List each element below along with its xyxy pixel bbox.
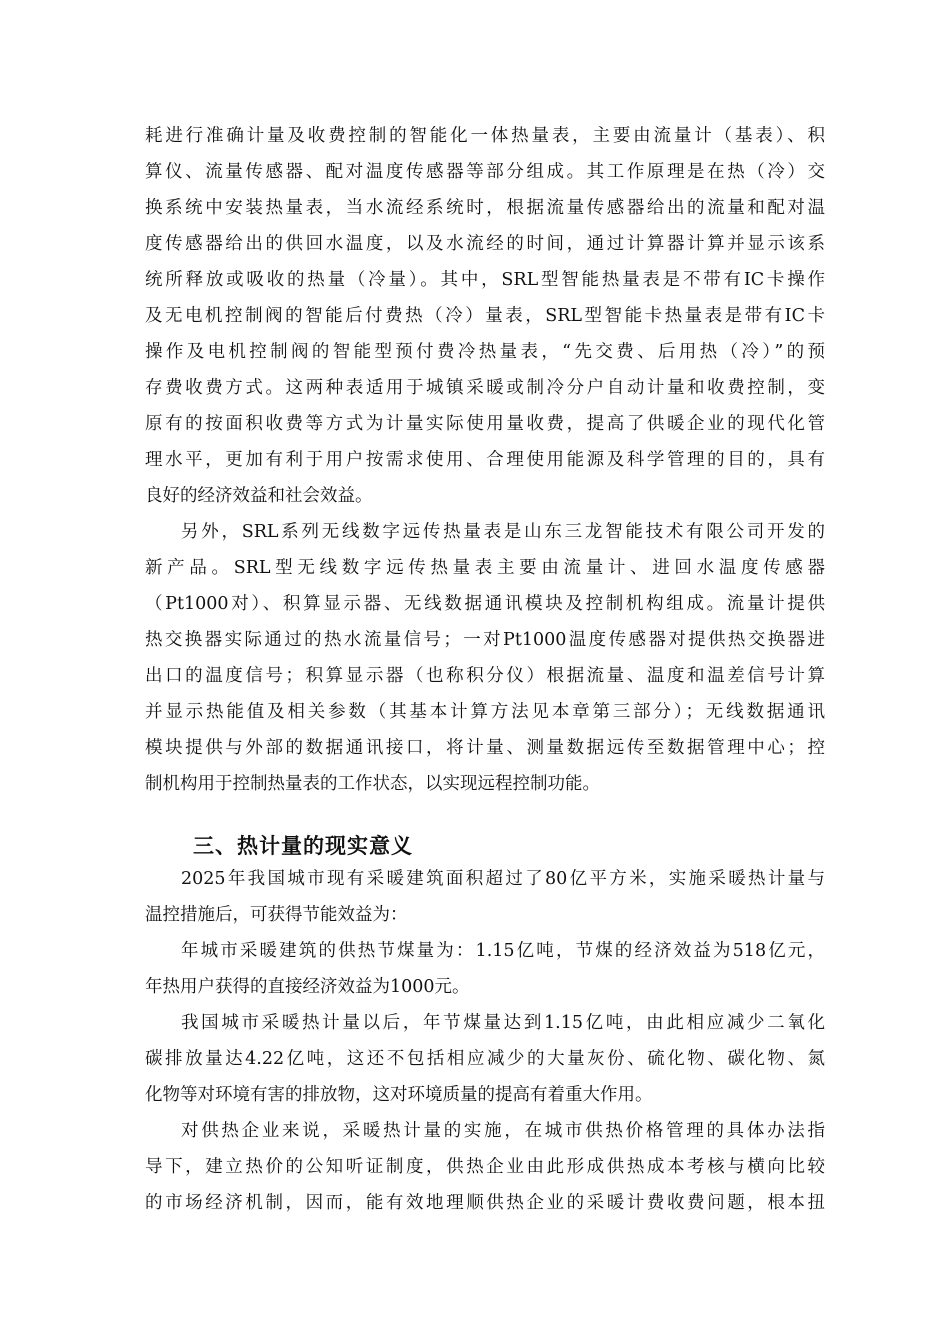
paragraph-1-line: 统所释放或吸收的热量（冷量）。其中，SRL型智能热量表是不带有IC卡操作 [145, 270, 825, 290]
section-heading: 三、热计量的现实意义 [193, 834, 413, 858]
paragraph-2-line: 出口的温度信号；积算显示器（也称积分仪）根据流量、温度和温差信号计算 [145, 666, 825, 686]
paragraph-3-line: 温控措施后，可获得节能效益为： [145, 905, 408, 925]
paragraph-1-line: 良好的经济效益和社会效益。 [145, 486, 373, 506]
paragraph-5-line: 化物等对环境有害的排放物，这对环境质量的提高有着重大作用。 [145, 1085, 653, 1105]
paragraph-2-line: 新产品。SRL型无线数字远传热量表主要由流量计、进回水温度传感器 [145, 558, 825, 578]
paragraph-1-line: 原有的按面积收费等方式为计量实际使用量收费，提高了供暖企业的现代化管 [145, 414, 825, 434]
paragraph-2-line: 模块提供与外部的数据通讯接口，将计量、测量数据远传至数据管理中心；控 [145, 738, 825, 758]
paragraph-3-line: 2025年我国城市现有采暖建筑面积超过了80亿平方米，实施采暖热计量与 [181, 869, 825, 889]
paragraph-1-line: 耗进行准确计量及收费控制的智能化一体热量表，主要由流量计（基表）、积 [145, 126, 825, 146]
paragraph-1-line: 换系统中安装热量表，当水流经系统时，根据流量传感器给出的流量和配对温 [145, 198, 825, 218]
paragraph-2-line: 制机构用于控制热量表的工作状态，以实现远程控制功能。 [145, 774, 600, 794]
paragraph-4-line: 年热用户获得的直接经济效益为1000元。 [145, 977, 470, 997]
paragraph-2-line: 另外，SRL系列无线数字远传热量表是山东三龙智能技术有限公司开发的 [181, 522, 825, 542]
paragraph-2-line: （Pt1000对）、积算显示器、无线数据通讯模块及控制机构组成。流量计提供 [145, 594, 825, 614]
paragraph-1-line: 存费收费方式。这两种表适用于城镇采暖或制冷分户自动计量和收费控制，变 [145, 378, 825, 398]
paragraph-1-line: 及无电机控制阀的智能后付费热（冷）量表，SRL型智能卡热量表是带有IC卡 [145, 306, 825, 326]
paragraph-5-line: 我国城市采暖热计量以后，年节煤量达到1.15亿吨，由此相应减少二氧化 [181, 1013, 825, 1033]
paragraph-1-line: 度传感器给出的供回水温度，以及水流经的时间，通过计算器计算并显示该系 [145, 234, 825, 254]
paragraph-6-line: 对供热企业来说，采暖热计量的实施，在城市供热价格管理的具体办法指 [181, 1121, 825, 1141]
paragraph-1-line: 操作及电机控制阀的智能型预付费冷热量表，“先交费、后用热（冷）”的预 [145, 342, 825, 362]
paragraph-1-line: 算仪、流量传感器、配对温度传感器等部分组成。其工作原理是在热（冷）交 [145, 162, 825, 182]
paragraph-6-line: 导下，建立热价的公知听证制度，供热企业由此形成供热成本考核与横向比较 [145, 1157, 825, 1177]
paragraph-2-line: 热交换器实际通过的热水流量信号；一对Pt1000温度传感器对提供热交换器进 [145, 630, 825, 650]
paragraph-4-line: 年城市采暖建筑的供热节煤量为：1.15亿吨，节煤的经济效益为518亿元， [181, 941, 825, 961]
paragraph-5-line: 碳排放量达4.22亿吨，这还不包括相应减少的大量灰份、硫化物、碳化物、氮 [145, 1049, 825, 1069]
paragraph-1-line: 理水平，更加有利于用户按需求使用、合理使用能源及科学管理的目的，具有 [145, 450, 825, 470]
paragraph-6-line: 的市场经济机制，因而，能有效地理顺供热企业的采暖计费收费问题，根本扭 [145, 1193, 825, 1213]
paragraph-2-line: 并显示热能值及相关参数（其基本计算方法见本章第三部分）；无线数据通讯 [145, 702, 825, 722]
